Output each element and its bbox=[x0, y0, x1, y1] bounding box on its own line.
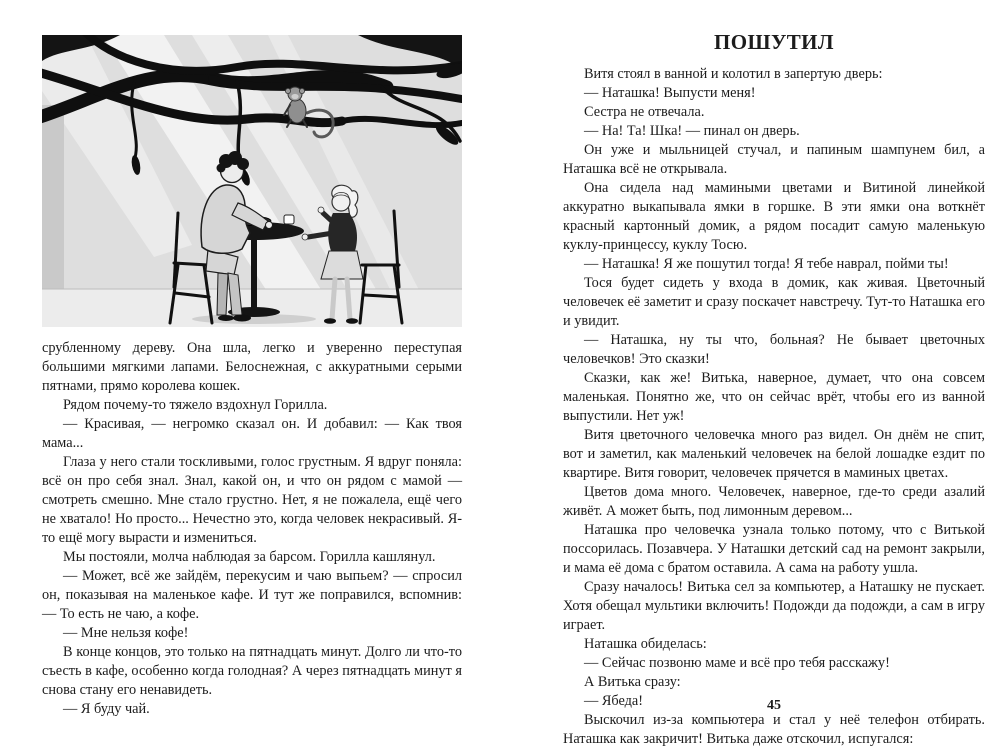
paragraph: Сразу началось! Витька сел за компьютер, а Наташку не пускает. Хотя обещал мультики включить! Подожди да подожди, а сам в игру играет. bbox=[563, 579, 985, 633]
paragraph: — Мне нельзя кофе! bbox=[63, 625, 189, 641]
cup bbox=[284, 215, 294, 224]
illustration-svg bbox=[42, 35, 462, 327]
paragraph: — Красивая, — негромко сказал он. И добавил: — Как твоя мама... bbox=[42, 416, 462, 451]
cafe-scene-illustration bbox=[42, 35, 462, 327]
paragraph: Тося будет сидеть у входа в домик, как живая. Цветочный человечек её заметит и сразу поскачет навстречу. Тут-то Наташка его и увидит. bbox=[563, 275, 985, 329]
paragraph: — Наташка! Выпусти меня! bbox=[584, 85, 756, 101]
paragraph: — Ябеда! bbox=[584, 693, 644, 709]
paragraph: Она сидела над мамиными цветами и Витиной линейкой аккуратно выкапывала ямки в горшке. В эти ямки она воткнёт красный картонный домик, а рядом посадит самую маленькую куклу-принцессу, куклу Тосю. bbox=[563, 180, 985, 253]
paragraph: Наташка обиделась: bbox=[584, 636, 707, 652]
paragraph: — Может, всё же зайдём, перекусим и чаю выпьем? — спросил он, показывая на маленькое кафе. И тут же поправился, вспомнив: — То есть не чаю, а кофе. bbox=[42, 568, 462, 622]
paragraph: срубленному дереву. Она шла, легко и уверенно переступая большими мягкими лапами. Белоснежная, с аккуратными серыми пятнами, прямо королева кошек. bbox=[42, 340, 462, 394]
paragraph: Витя цветочного человечка много раз видел. Он днём не спит, вот и заметил, как маленький человечек на белой лошадке ездит по квартире. Витя говорит, человечек прячется в маминых цветах. bbox=[563, 427, 985, 481]
paragraph: Сестра не отвечала. bbox=[584, 104, 705, 120]
paragraph: — На! Та! Шка! — пинал он дверь. bbox=[584, 123, 800, 139]
paragraph: Выскочил из-за компьютера и стал у неё телефон отбирать. Наташка как закричит! Витька даже отскочил, испугался: bbox=[563, 712, 985, 747]
page-number: 45 bbox=[767, 698, 781, 713]
left-page bbox=[42, 35, 462, 719]
left-page-text bbox=[42, 339, 462, 719]
paragraph: Цветов дома много. Человечек, наверное, где-то среди азалий живёт. А может быть, под лимонным деревом... bbox=[563, 484, 985, 519]
paragraph: Сказки, как же! Витька, наверное, думает, что она совсем маленькая. Понятно же, что он сейчас врёт, чтобы его из ванной выпустили. Нет уж! bbox=[563, 370, 985, 424]
paragraph: — Я буду чай. bbox=[63, 701, 150, 717]
paragraph: В конце концов, это только на пятнадцать минут. Долго ли что-то съесть в кафе, особенно когда голодная? А через пятнадцать минут я снова стану его ненавидеть. bbox=[42, 644, 462, 698]
paragraph: — Наташка, ну ты что, больная? Не бывает цветочных человечков! Это сказки! bbox=[563, 332, 985, 367]
paragraph: — Сейчас позвоню маме и всё про тебя расскажу! bbox=[584, 655, 890, 671]
paragraph: Глаза у него стали тоскливыми, голос грустным. Я вдруг поняла: всё он про себя знал. Знал, какой он, и что он рядом с мамой — смотреть смешно. Мне стало грустно. Нет, я не пожалела, ещё чего не хватало! Но просто... Нечестно это, когда человек некрасивый. Я-то ещё могу вырасти и измениться. bbox=[42, 454, 462, 546]
paragraph: Мы постояли, молча наблюдая за барсом. Горилла кашлянул. bbox=[63, 549, 436, 565]
paragraph: А Витька сразу: bbox=[584, 674, 681, 690]
right-page bbox=[563, 28, 985, 749]
paragraph: — Наташка! Я же пошутил тогда! Я тебе наврал, пойми ты! bbox=[584, 256, 949, 272]
paragraph: Витя стоял в ванной и колотил в запертую дверь: bbox=[584, 66, 883, 82]
paragraph: Он уже и мыльницей стучал, и папиным шампунем бил, а Наташка всё не открывала. bbox=[563, 142, 985, 177]
paragraph: Рядом почему-то тяжело вздохнул Горилла. bbox=[63, 397, 328, 413]
chapter-title: ПОШУТИЛ bbox=[714, 30, 834, 54]
paragraph: Наташка про человечка узнала только потому, что с Витькой поссорилась. Позавчера. У Наташки детский сад на ремонт закрыли, и мама её дома с братом оставила. А сама на работу ушла. bbox=[563, 522, 985, 576]
right-page-text bbox=[563, 65, 985, 749]
